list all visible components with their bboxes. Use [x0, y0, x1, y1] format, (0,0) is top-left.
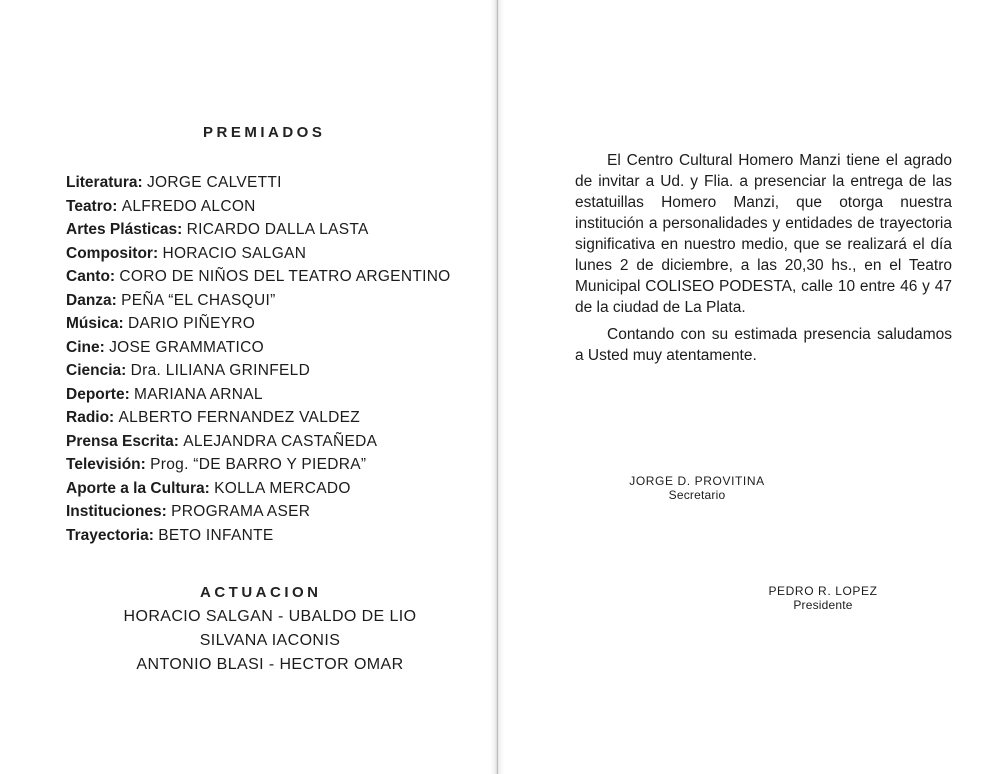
award-category: Televisión: [66, 456, 146, 473]
page-fold-line [497, 0, 498, 774]
award-item [66, 312, 486, 336]
signature-secretary [612, 474, 782, 502]
performer-line: ANTONIO BLASI - HECTOR OMAR [136, 656, 404, 673]
award-item [66, 289, 486, 313]
award-category: Danza: [66, 291, 117, 309]
award-category: Cine: [66, 338, 105, 356]
award-recipient: HORACIO SALGAN [162, 244, 307, 262]
award-category: Artes Plásticas: [66, 221, 183, 238]
award-recipient: JOSE GRAMMATICO [109, 338, 264, 356]
award-category: Radio: [66, 409, 115, 426]
award-recipient: PROGRAMA ASER [171, 503, 311, 520]
award-item [66, 195, 486, 219]
award-item [66, 359, 486, 383]
award-item [66, 453, 486, 477]
award-item [66, 430, 486, 454]
award-recipient: ALFREDO ALCON [121, 197, 256, 215]
signatory-name: PEDRO R. LOPEZ [768, 584, 878, 598]
award-category: Canto: [66, 268, 116, 285]
awards-list [66, 171, 486, 547]
award-recipient: MARIANA ARNAL [134, 385, 263, 403]
award-recipient: DARIO PIÑEYRO [128, 315, 256, 332]
award-category: Trayectoria: [66, 526, 154, 544]
signatory-role: Presidente [793, 598, 853, 612]
invitation-letter [575, 150, 952, 366]
award-recipient: Dra. LILIANA GRINFELD [130, 362, 311, 379]
award-category: Teatro: [66, 197, 118, 215]
award-item [66, 218, 486, 242]
award-recipient: CORO DE NIÑOS DEL TEATRO ARGENTINO [119, 268, 451, 285]
award-item [66, 477, 486, 501]
performer-line: HORACIO SALGAN - UBALDO DE LIO [123, 608, 417, 625]
award-category: Ciencia: [66, 362, 127, 379]
award-category: Deporte: [66, 385, 130, 403]
award-recipient: RICARDO DALLA LASTA [186, 221, 369, 238]
award-category: Prensa Escrita: [66, 432, 179, 450]
award-recipient: KOLLA MERCADO [214, 479, 351, 497]
signatory-role: Secretario [668, 488, 726, 502]
award-category: Compositor: [66, 244, 159, 262]
award-category: Música: [66, 315, 124, 332]
awards-heading: PREMIADOS [203, 124, 326, 141]
award-item [66, 500, 486, 524]
award-recipient: ALBERTO FERNANDEZ VALDEZ [118, 409, 361, 426]
award-item [66, 265, 486, 289]
award-item [66, 336, 486, 360]
award-category: Aporte a la Cultura: [66, 479, 210, 497]
award-category: Instituciones: [66, 503, 167, 520]
award-item [66, 242, 486, 266]
performance-heading: ACTUACION [200, 584, 322, 601]
award-recipient: PEÑA “EL CHASQUI” [121, 291, 276, 309]
award-recipient: Prog. “DE BARRO Y PIEDRA” [150, 456, 367, 473]
performer-line: SILVANA IACONIS [199, 632, 341, 649]
award-item [66, 171, 486, 195]
award-recipient: ALEJANDRA CASTAÑEDA [183, 432, 378, 450]
award-recipient: JORGE CALVETTI [146, 174, 282, 191]
award-category: Literatura: [66, 174, 143, 191]
invitation-paragraph: El Centro Cultural Homero Manzi tiene el agrado de invitar a Ud. y Flia. a presenciar la entrega de las estatuillas Homero Manzi, que otorga nuestra institución a personalidades y entidades de trayectoria significativa en nuestro medio, que se realizará el día lunes 2 de diciembre, a las 20,30 hs., en el Teatro Municipal COLISEO PODESTA, calle 10 entre 46 y 47 de la ciudad de La Plata. [575, 152, 952, 316]
closing-paragraph: Contando con su estimada presencia saludamos a Usted muy atentamente. [575, 326, 952, 364]
award-item [66, 406, 486, 430]
signature-president [748, 584, 898, 612]
award-recipient: BETO INFANTE [158, 526, 274, 544]
award-item [66, 524, 486, 548]
signatory-name: JORGE D. PROVITINA [629, 474, 765, 488]
award-item [66, 383, 486, 407]
